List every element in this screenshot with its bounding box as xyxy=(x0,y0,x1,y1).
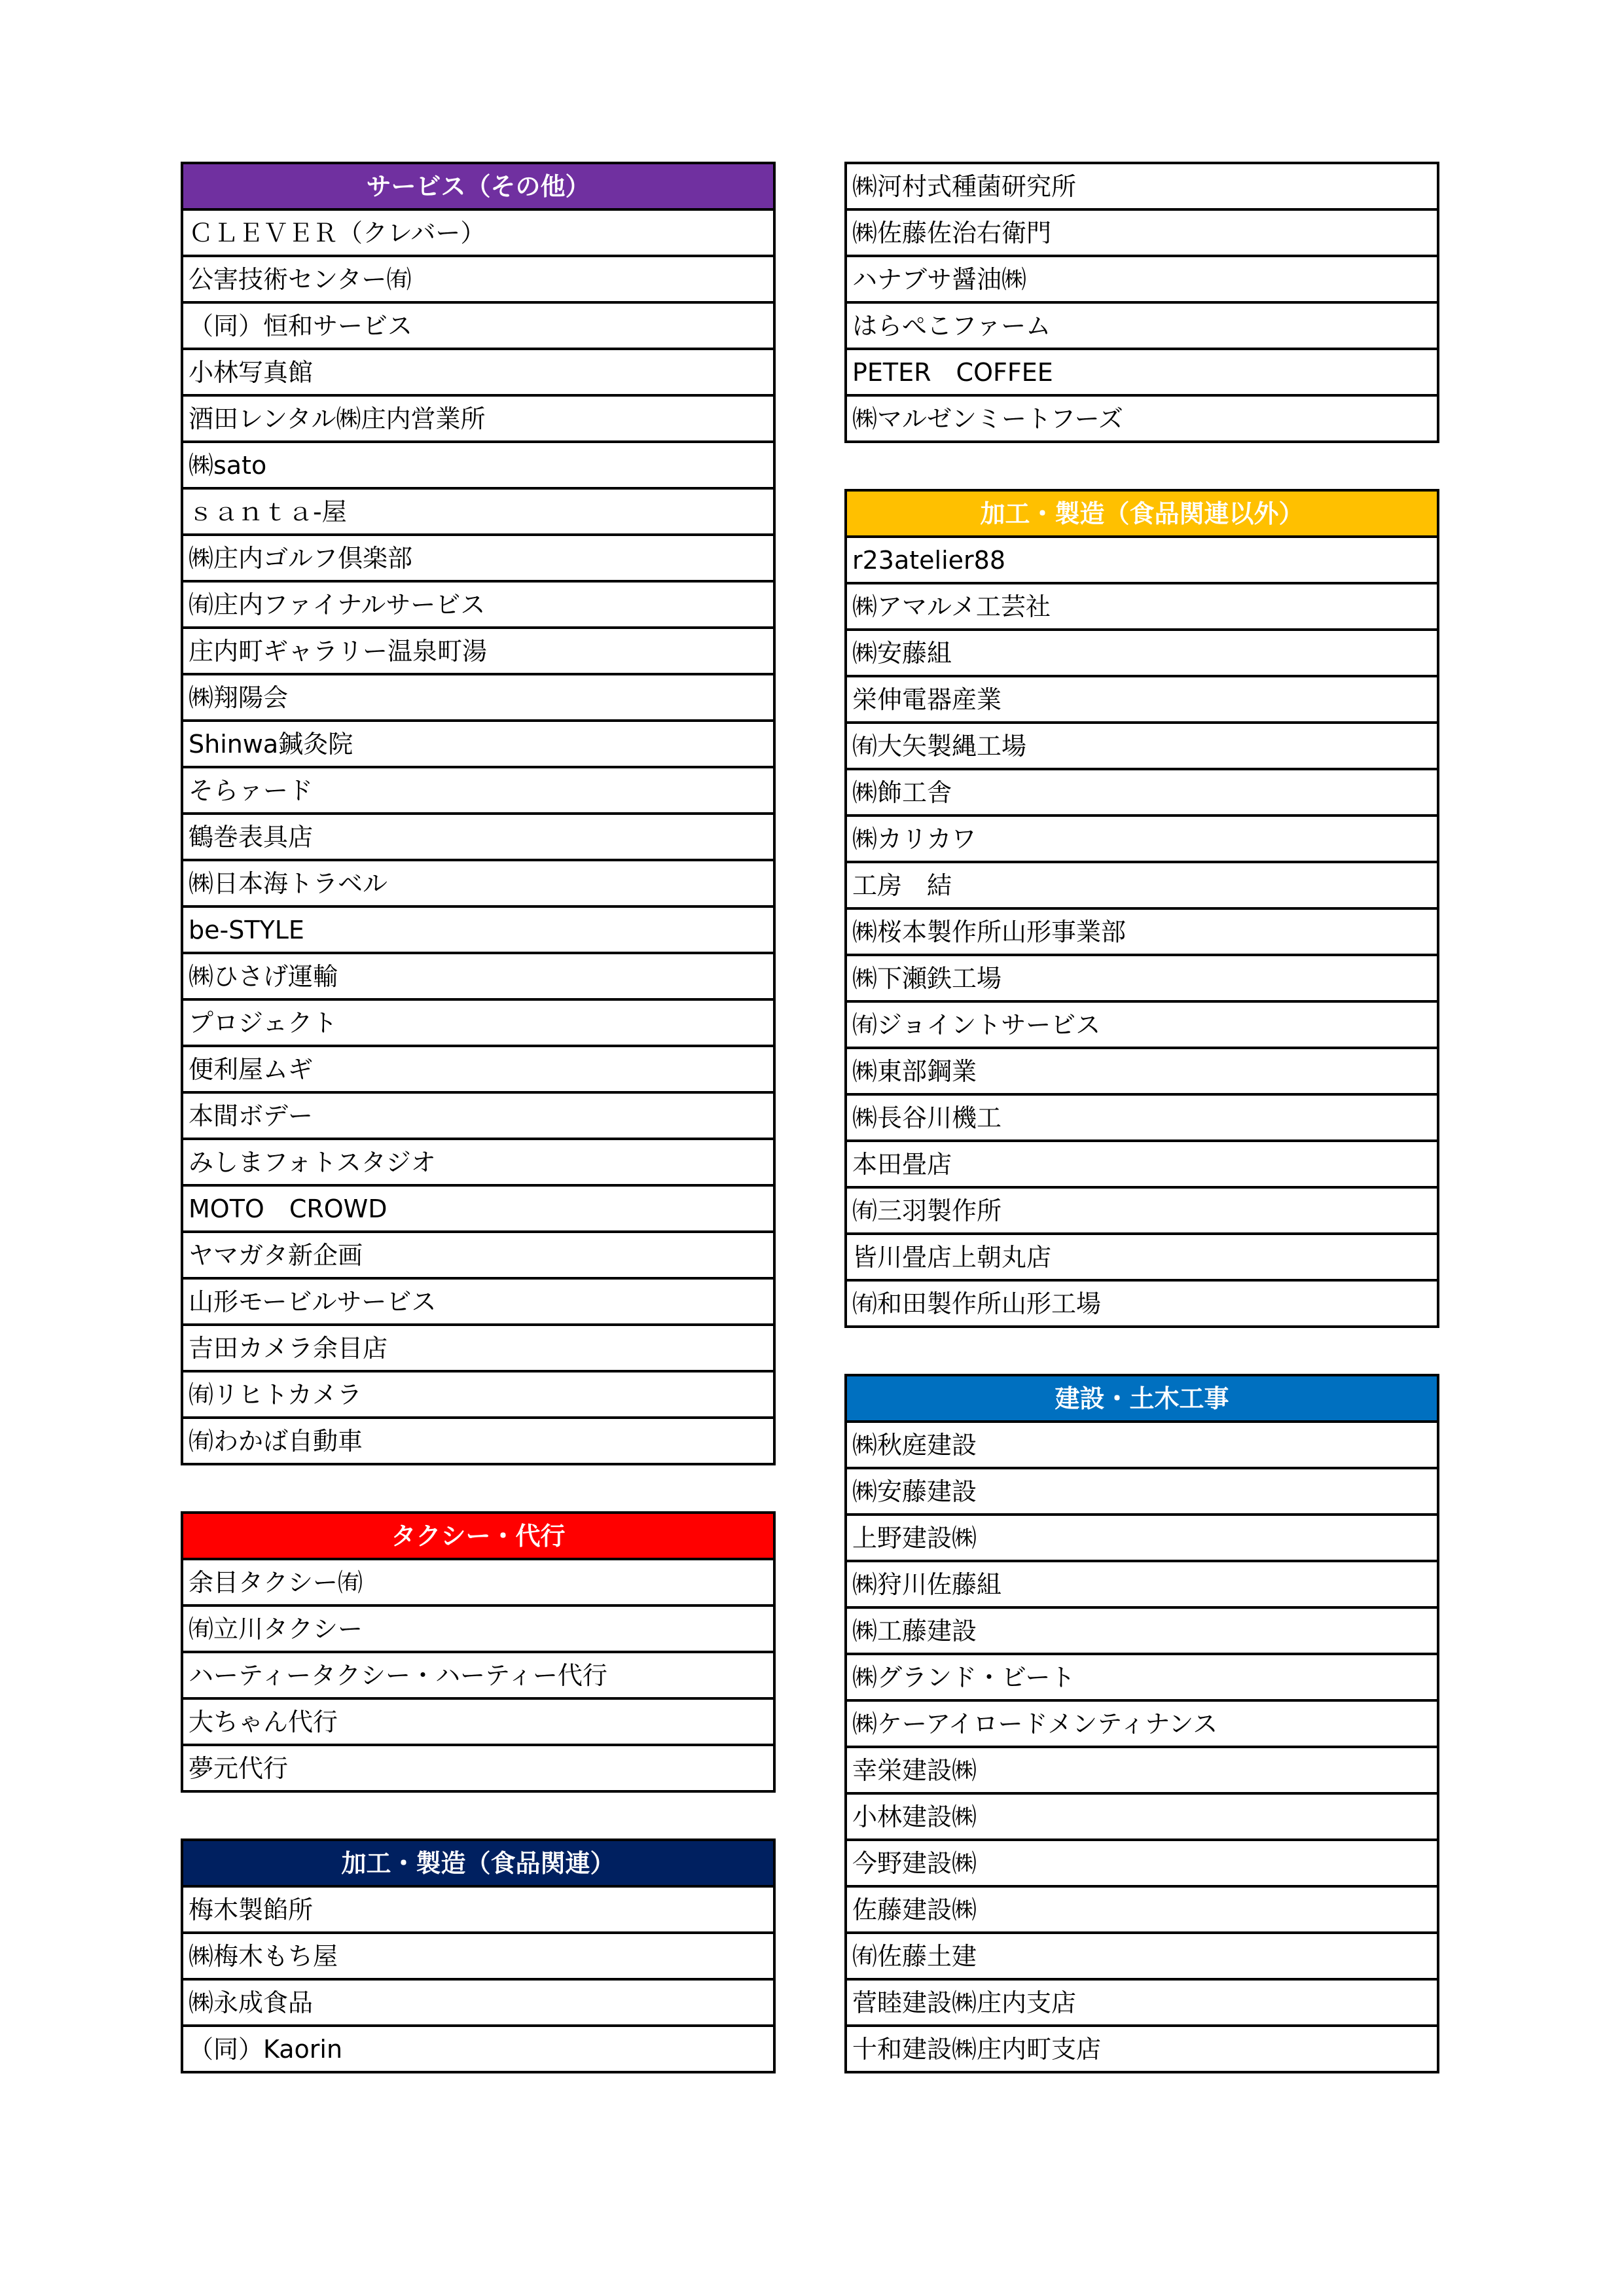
table-row xyxy=(846,676,1438,723)
list-item: 本間ボデー xyxy=(182,1092,774,1139)
table-row xyxy=(846,1654,1438,1700)
list-item: ＣＬＥＶＥＲ（クレバー） xyxy=(182,209,774,256)
list-item: ㈲庄内ファイナルサービス xyxy=(182,581,774,628)
table-row xyxy=(846,1048,1438,1094)
table-row xyxy=(846,723,1438,769)
list-item: そらァード xyxy=(182,767,774,814)
left-column xyxy=(181,162,776,2119)
table-row xyxy=(846,1422,1438,1468)
list-item: 幸栄建設㈱ xyxy=(846,1747,1438,1793)
list-item: ㈱日本海トラベル xyxy=(182,860,774,906)
table-row xyxy=(846,583,1438,630)
table-row xyxy=(182,814,774,860)
table-row xyxy=(846,1840,1438,1886)
list-item: 上野建設㈱ xyxy=(846,1515,1438,1561)
food-header: 加工・製造（食品関連） xyxy=(182,1840,774,1886)
list-item: ㈱安藤組 xyxy=(846,630,1438,676)
list-item: 今野建設㈱ xyxy=(846,1840,1438,1886)
table-row xyxy=(182,302,774,349)
list-item: ㈱河村式種菌研究所 xyxy=(846,163,1438,209)
list-item: ㈱カリカワ xyxy=(846,816,1438,862)
list-item: 公害技術センター㈲ xyxy=(182,256,774,302)
list-item: ㈲大矢製縄工場 xyxy=(846,723,1438,769)
list-item: 夢元代行 xyxy=(182,1745,774,1791)
list-item: ㈱ひさげ運輸 xyxy=(182,953,774,999)
table-row xyxy=(846,955,1438,1001)
list-item: ㈱佐藤佐治右衛門 xyxy=(846,209,1438,256)
table-row xyxy=(182,999,774,1046)
service-table xyxy=(181,162,776,1465)
table-row xyxy=(846,1607,1438,1654)
list-item: 山形モービルサービス xyxy=(182,1278,774,1325)
table-row xyxy=(846,1187,1438,1234)
table-row xyxy=(846,2026,1438,2072)
table-row xyxy=(846,256,1438,302)
list-item: ｓａｎｔａ-屋 xyxy=(182,488,774,535)
list-item: MOTO CROWD xyxy=(182,1185,774,1232)
table-row xyxy=(846,537,1438,583)
table-row xyxy=(846,1979,1438,2026)
list-item: ㈲佐藤土建 xyxy=(846,1933,1438,1979)
table-row xyxy=(182,1232,774,1278)
table-row xyxy=(846,1141,1438,1187)
list-item: ㈲和田製作所山形工場 xyxy=(846,1280,1438,1327)
table-row xyxy=(846,630,1438,676)
list-item: ㈱東部鋼業 xyxy=(846,1048,1438,1094)
food-table-part1 xyxy=(181,1839,776,2073)
table-row xyxy=(846,1001,1438,1048)
list-item: ㈱グランド・ビート xyxy=(846,1654,1438,1700)
list-item: PETER COFFEE xyxy=(846,349,1438,395)
table-row xyxy=(846,1933,1438,1979)
construction-header: 建設・土木工事 xyxy=(846,1375,1438,1422)
table-row xyxy=(182,1139,774,1185)
table-row xyxy=(182,535,774,581)
service-header: サービス（その他） xyxy=(182,163,774,209)
nonfood-header: 加工・製造（食品関連以外） xyxy=(846,490,1438,537)
table-row xyxy=(182,1371,774,1418)
list-item: 梅木製餡所 xyxy=(182,1886,774,1933)
list-item: ㈱庄内ゴルフ倶楽部 xyxy=(182,535,774,581)
list-item: Shinwa鍼灸院 xyxy=(182,721,774,767)
list-item: ㈱sato xyxy=(182,442,774,488)
list-item: 十和建設㈱庄内町支店 xyxy=(846,2026,1438,2072)
list-item: ㈱安藤建設 xyxy=(846,1468,1438,1515)
taxi-table xyxy=(181,1511,776,1793)
table-row xyxy=(846,769,1438,816)
list-item: 鶴巻表具店 xyxy=(182,814,774,860)
table-row xyxy=(846,862,1438,908)
table-row xyxy=(182,1745,774,1791)
table-row xyxy=(182,442,774,488)
table-row xyxy=(182,674,774,721)
list-item: ㈱秋庭建設 xyxy=(846,1422,1438,1468)
list-item: ハナブサ醤油㈱ xyxy=(846,256,1438,302)
table-row xyxy=(182,906,774,953)
table-row xyxy=(846,1468,1438,1515)
list-item: ㈲三羽製作所 xyxy=(846,1187,1438,1234)
table-row xyxy=(846,1234,1438,1280)
table-row xyxy=(182,1325,774,1371)
table-row xyxy=(846,816,1438,862)
nonfood-table xyxy=(844,489,1439,1328)
right-column xyxy=(844,162,1439,2119)
list-item: ㈲リヒトカメラ xyxy=(182,1371,774,1418)
table-row xyxy=(182,581,774,628)
list-item: ㈱下瀬鉄工場 xyxy=(846,955,1438,1001)
list-item: ㈱桜本製作所山形事業部 xyxy=(846,908,1438,955)
list-item: ㈱梅木もち屋 xyxy=(182,1933,774,1979)
list-item: 工房 結 xyxy=(846,862,1438,908)
table-row xyxy=(846,1280,1438,1327)
food-table-part2 xyxy=(844,162,1439,443)
table-row xyxy=(846,349,1438,395)
list-item: （同）Kaorin xyxy=(182,2026,774,2072)
list-item: 菅睦建設㈱庄内支店 xyxy=(846,1979,1438,2026)
table-row xyxy=(182,1652,774,1698)
list-item: 便利屋ムギ xyxy=(182,1046,774,1092)
list-item: ㈱工藤建設 xyxy=(846,1607,1438,1654)
table-row xyxy=(846,1094,1438,1141)
table-row xyxy=(182,1418,774,1464)
table-row xyxy=(182,349,774,395)
table-row xyxy=(182,1979,774,2026)
table-row xyxy=(182,1605,774,1652)
table-row xyxy=(182,1559,774,1605)
list-item: 小林建設㈱ xyxy=(846,1793,1438,1840)
list-item: ㈱長谷川機工 xyxy=(846,1094,1438,1141)
taxi-header: タクシー・代行 xyxy=(182,1513,774,1559)
table-row xyxy=(182,1886,774,1933)
table-row xyxy=(182,953,774,999)
table-row xyxy=(182,1278,774,1325)
list-item: ヤマガタ新企画 xyxy=(182,1232,774,1278)
table-row xyxy=(846,1700,1438,1747)
list-item: be-STYLE xyxy=(182,906,774,953)
list-item: 本田畳店 xyxy=(846,1141,1438,1187)
list-item: ㈱マルゼンミートフーズ xyxy=(846,395,1438,442)
table-row xyxy=(182,488,774,535)
list-item: ㈱狩川佐藤組 xyxy=(846,1561,1438,1607)
table-row xyxy=(182,1933,774,1979)
table-row xyxy=(182,1185,774,1232)
table-row xyxy=(182,860,774,906)
table-row xyxy=(846,908,1438,955)
list-item: （同）恒和サービス xyxy=(182,302,774,349)
list-item: 吉田カメラ余目店 xyxy=(182,1325,774,1371)
list-item: ハーティータクシー・ハーティー代行 xyxy=(182,1652,774,1698)
table-row xyxy=(846,395,1438,442)
list-item: 余目タクシー㈲ xyxy=(182,1559,774,1605)
table-row xyxy=(846,302,1438,349)
table-row xyxy=(846,209,1438,256)
list-item: ㈱ケーアイロードメンティナンス xyxy=(846,1700,1438,1747)
table-row xyxy=(182,256,774,302)
list-item: 小林写真館 xyxy=(182,349,774,395)
table-row xyxy=(182,1698,774,1745)
list-item: 皆川畳店上朝丸店 xyxy=(846,1234,1438,1280)
table-row xyxy=(846,1515,1438,1561)
list-item: 庄内町ギャラリー温泉町湯 xyxy=(182,628,774,674)
table-row xyxy=(846,1886,1438,1933)
table-row xyxy=(846,1793,1438,1840)
list-item: はらぺこファーム xyxy=(846,302,1438,349)
table-row xyxy=(846,163,1438,209)
table-row xyxy=(846,1747,1438,1793)
list-item: r23atelier88 xyxy=(846,537,1438,583)
list-item: ㈱永成食品 xyxy=(182,1979,774,2026)
table-row xyxy=(182,2026,774,2072)
table-row xyxy=(182,209,774,256)
table-row xyxy=(182,767,774,814)
table-row xyxy=(182,1046,774,1092)
list-item: プロジェクト xyxy=(182,999,774,1046)
list-item: ㈱翔陽会 xyxy=(182,674,774,721)
construction-table xyxy=(844,1374,1439,2073)
table-row xyxy=(846,1561,1438,1607)
list-item: 佐藤建設㈱ xyxy=(846,1886,1438,1933)
list-item: ㈱アマルメ工芸社 xyxy=(846,583,1438,630)
table-row xyxy=(182,628,774,674)
list-item: ㈲立川タクシー xyxy=(182,1605,774,1652)
list-item: ㈱飾工舎 xyxy=(846,769,1438,816)
table-row xyxy=(182,395,774,442)
list-item: みしまフォトスタジオ xyxy=(182,1139,774,1185)
table-row xyxy=(182,721,774,767)
list-item: 栄伸電器産業 xyxy=(846,676,1438,723)
table-row xyxy=(182,1092,774,1139)
list-item: 大ちゃん代行 xyxy=(182,1698,774,1745)
list-item: ㈲わかば自動車 xyxy=(182,1418,774,1464)
list-item: 酒田レンタル㈱庄内営業所 xyxy=(182,395,774,442)
list-item: ㈲ジョイントサービス xyxy=(846,1001,1438,1048)
